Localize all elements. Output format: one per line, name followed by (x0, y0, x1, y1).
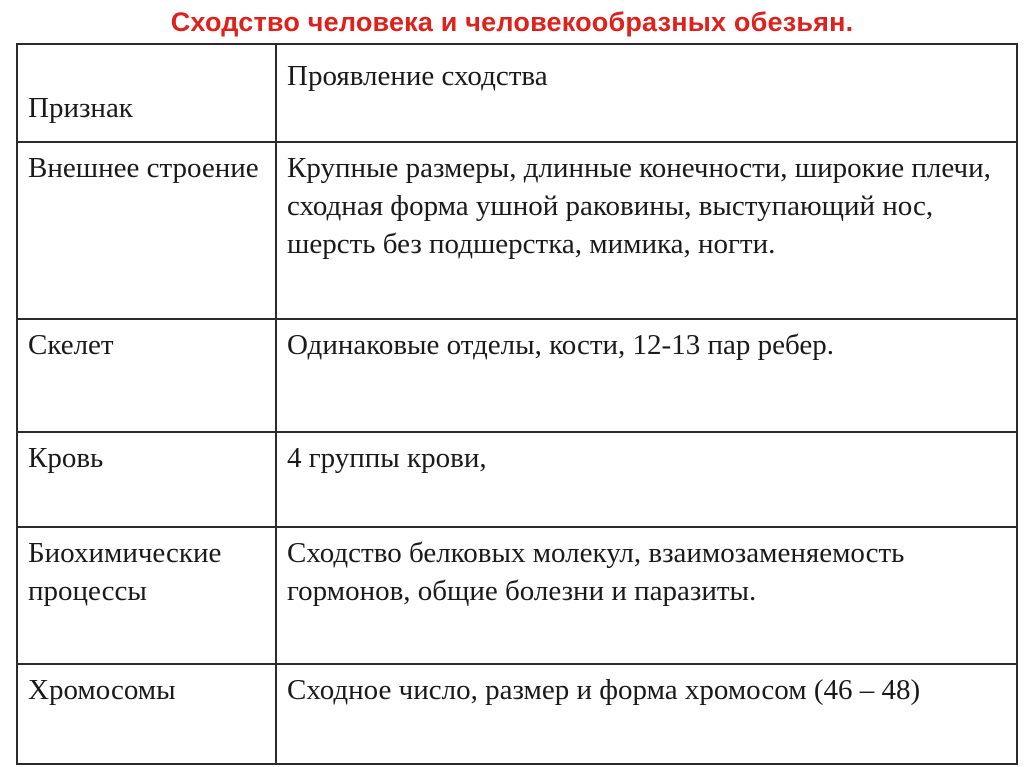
feature-cell: Внешнее строение (17, 142, 276, 319)
table-row (17, 527, 1017, 664)
manifestation-cell: Одинаковые отделы, кости, 12-13 пар ребер. (276, 319, 1017, 432)
page-title: Сходство человека и человекообразных обезьян. (170, 7, 854, 37)
manifestation-cell: Крупные размеры, длинные конечности, широкие плечи, сходная форма ушной раковины, выступающий нос, шерсть без подшерстка, мимика, ногти. (276, 142, 1017, 319)
manifestation-cell: Сходство белковых молекул, взаимозаменяемость гормонов, общие болезни и паразиты. (276, 527, 1017, 664)
manifestation-cell: Сходное число, размер и форма хромосом (46 – 48) (276, 664, 1017, 764)
similarity-table (16, 43, 1018, 765)
feature-cell: Биохимические процессы (17, 527, 276, 664)
table-header-row (17, 44, 1017, 142)
feature-cell: Хромосомы (17, 664, 276, 764)
table-row (17, 664, 1017, 764)
table-row (17, 432, 1017, 527)
table-row (17, 319, 1017, 432)
header-manifestation: Проявление сходства (276, 44, 1017, 142)
feature-cell: Кровь (17, 432, 276, 527)
feature-cell: Скелет (17, 319, 276, 432)
table-row (17, 142, 1017, 319)
header-feature: Признак (17, 44, 276, 142)
manifestation-cell: 4 группы крови, (276, 432, 1017, 527)
